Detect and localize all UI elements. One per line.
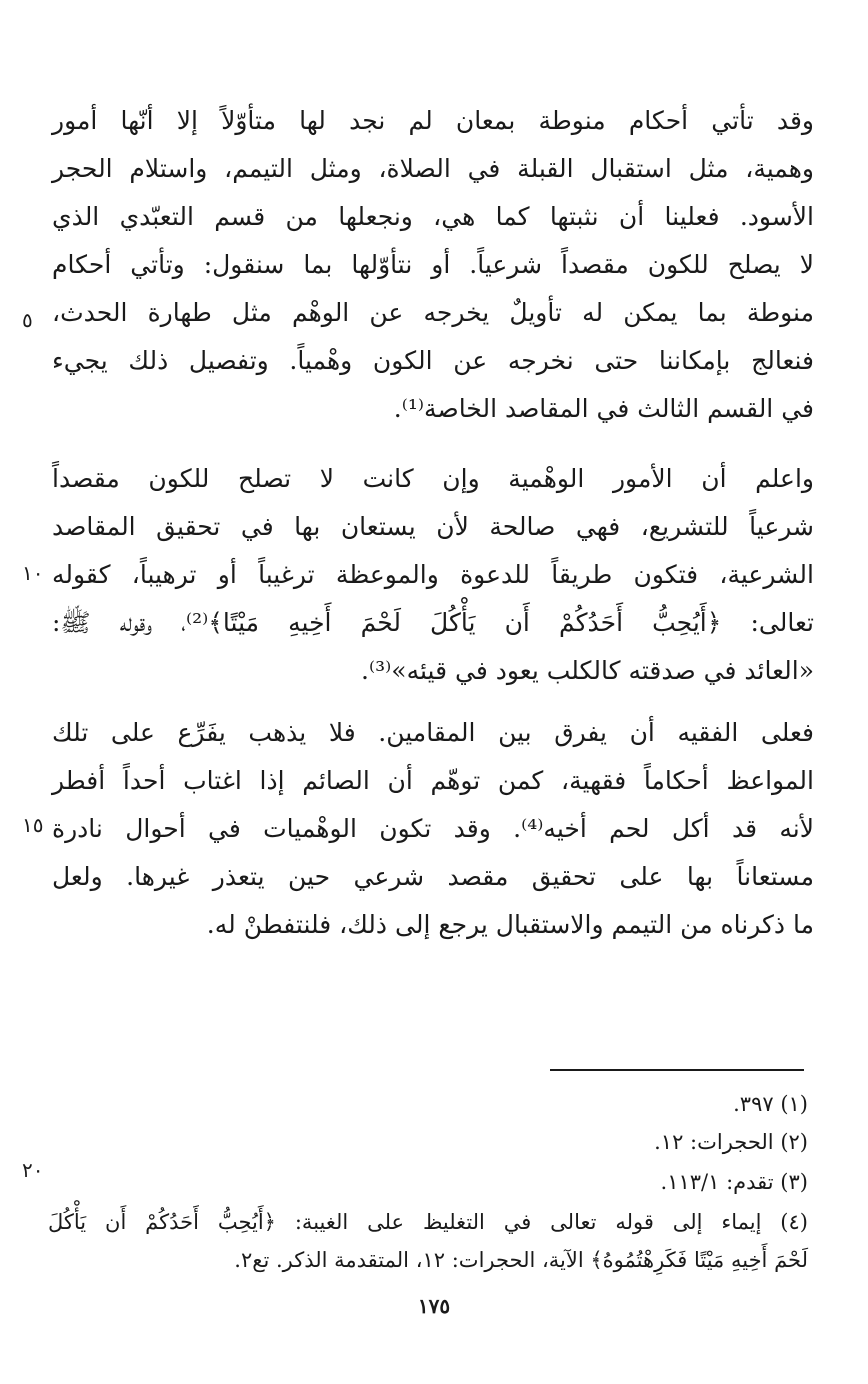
text-line: واعلم أن الأمور الوهْمية وإن كانت لا تصلح للكون مقصداً: [52, 464, 814, 493]
text-line: لا يصلح للكون مقصداً شرعياً. أو نتأوّلها بما سنقول: وتأتي أحكام: [52, 250, 814, 279]
text-line: ما ذكرناه من التيمم والاستقبال يرجع إلى ذلك، فلنتفطنْ له.: [206, 910, 814, 939]
line-number: ٥: [22, 308, 33, 332]
line-number: ٢٠: [22, 1158, 44, 1182]
text-line: المواعظ أحكاماً فقهية، كمن توهّم أن الصائم إذا اغتاب أحداً أفطر: [52, 766, 814, 795]
footnote-2: (٢) الحجرات: ١٢.: [654, 1130, 808, 1154]
text-line: تعالى: ﴿أَيُحِبُّ أَحَدُكُمْ أَن يَأْكُلَ لَحْمَ أَخِيهِ مَيْتًا﴾⁽²⁾، وقوله ﷺ:: [52, 608, 814, 637]
footnote-separator: [550, 1069, 804, 1071]
line-number: ١٠: [22, 561, 44, 585]
text-line: وقد تأتي أحكام منوطة بمعان لم نجد لها متأوّلاً إلا أنّها أمور: [52, 106, 814, 135]
text-line: مستعاناً بها على تحقيق مقصد شرعي حين يتعذر غيرها. ولعل: [52, 862, 814, 891]
text-line: منوطة بما يمكن له تأويلٌ يخرجه عن الوهْم مثل طهارة الحدث،: [52, 298, 814, 327]
footnote-1: (١) ٣٩٧.: [733, 1092, 808, 1116]
text-line: «العائد في صدقته كالكلب يعود في قيئه»⁽³⁾.: [361, 656, 814, 685]
text-line: الشرعية، فتكون طريقاً للدعوة والموعظة ترغيباً أو ترهيباً، كقوله: [52, 560, 814, 589]
line-number: ١٥: [22, 813, 44, 837]
text-line: لأنه قد أكل لحم أخيه⁽⁴⁾. وقد تكون الوهْميات في أحوال نادرة: [52, 814, 815, 843]
text-line: فنعالج بإمكاننا حتى نخرجه عن الكون وهْمياً. وتفصيل ذلك يجيء: [52, 346, 814, 375]
text-line: فعلى الفقيه أن يفرق بين المقامين. فلا يذهب يفَرِّع على تلك: [52, 718, 814, 747]
text-line: وهمية، مثل استقبال القبلة في الصلاة، ومثل التيمم، واستلام الحجر: [52, 154, 814, 183]
footnote-4: (٤) إيماء إلى قوله تعالى في التغليظ على الغيبة: ﴿أَيُحِبُّ أَحَدُكُمْ أَن يَأْكُلَ: [48, 1210, 808, 1234]
footnote-4-continued: لَحْمَ أَخِيهِ مَيْتًا فَكَرِهْتُمُوهُ﴾ الآية، الحجرات: ١٢، المتقدمة الذكر. تع٢.: [234, 1248, 808, 1272]
text-line: شرعياً للتشريع، فهي صالحة لأن يستعان بها في تحقيق المقاصد: [52, 512, 814, 541]
text-line: الأسود. فعلينا أن نثبتها كما هي، ونجعلها من قسم التعبّدي الذي: [52, 202, 814, 231]
text-line: في القسم الثالث في المقاصد الخاصة⁽¹⁾.: [393, 394, 814, 423]
page-number: ١٧٥: [417, 1294, 451, 1318]
footnote-3: (٣) تقدم: ١١٣/١.: [660, 1170, 808, 1194]
